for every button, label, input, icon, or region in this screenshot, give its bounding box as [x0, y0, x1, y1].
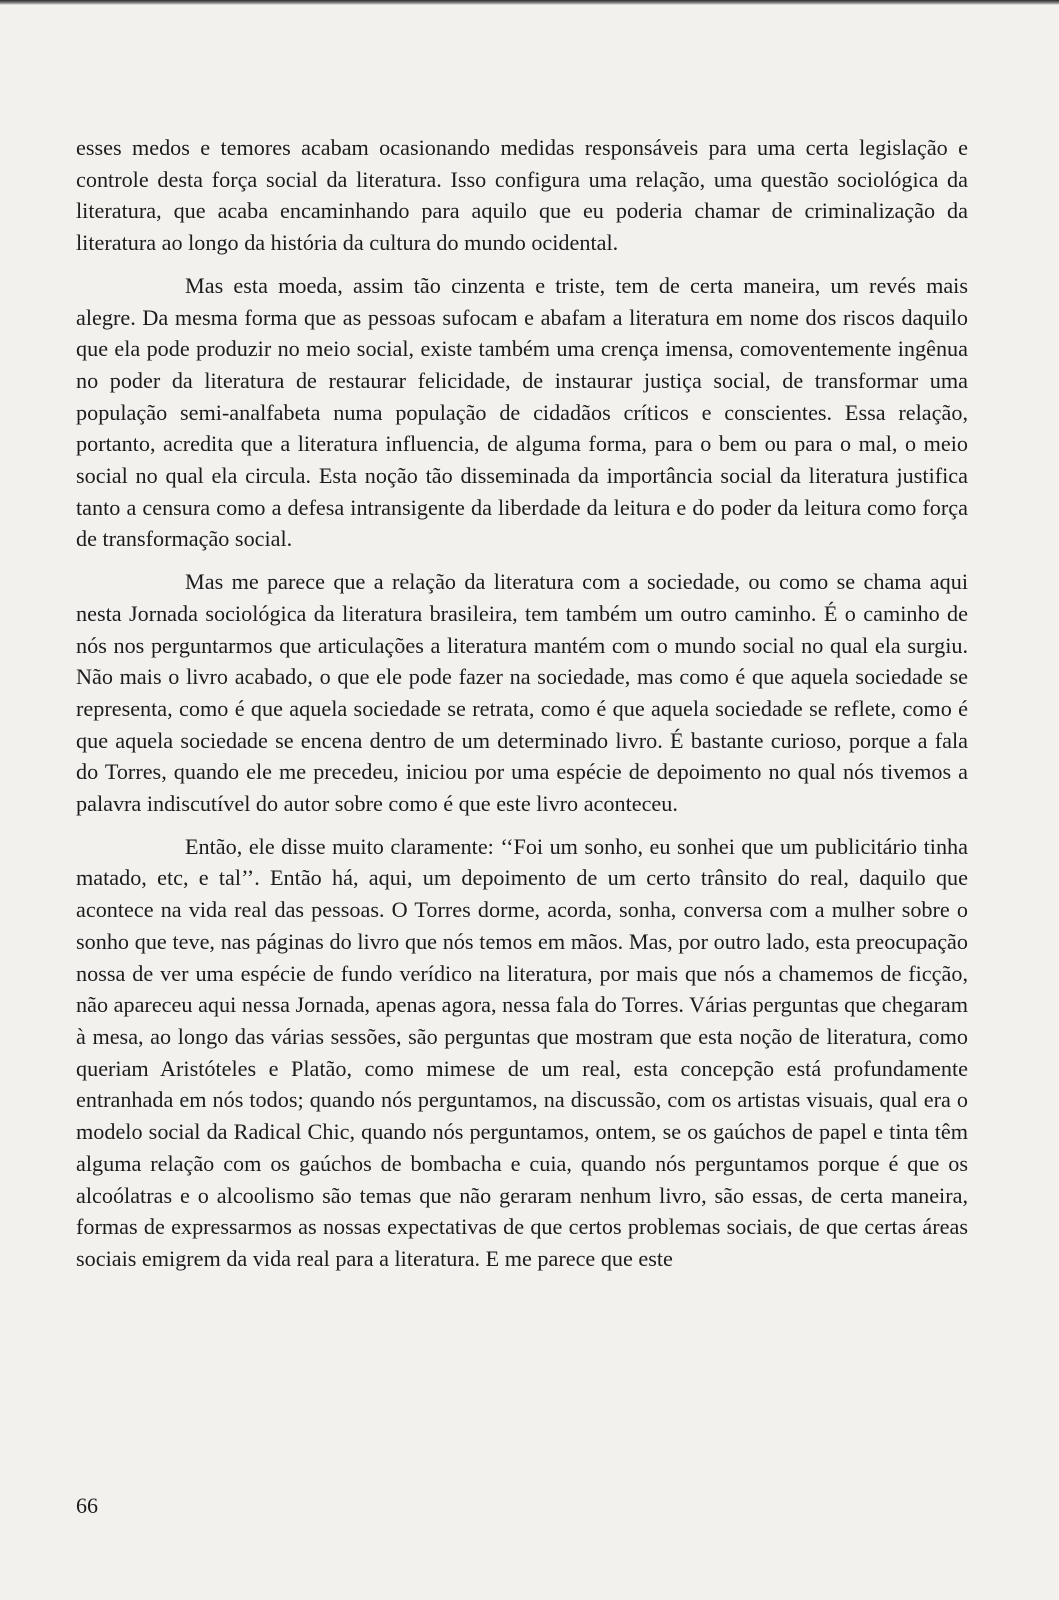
paragraph-2: Mas esta moeda, assim tão cinzenta e triste, tem de certa maneira, um revés mais alegre. Da mesma forma que as pessoas sufocam e abafam a literatura em nome dos riscos daquilo que ela pode produzir no meio social, existe também uma crença imensa, comoventemente ingênua no poder da literatura de restaurar felicidade, de instaurar justiça social, de transformar uma população semi-analfabeta numa população de cidadãos críticos e conscientes. Essa relação, portanto, acredita que a literatura influencia, de alguma forma, para o bem ou para o mal, o meio social no qual ela circula. Esta noção tão disseminada da importância social da literatura justifica tanto a censura como a defesa intransigente da liberdade da leitura e do poder da leitura como força de transformação social. [76, 272, 968, 552]
paragraph-4: Então, ele disse muito claramente: ‘‘Foi um sonho, eu sonhei que um publicitário tinha matado, etc, e tal’’. Então há, aqui, um depoimento de um certo trânsito do real, daquilo que acontece na vida real das pessoas. O Torres dorme, acorda, sonha, conversa com a mulher sobre o sonho que teve, nas páginas do livro que nós temos em mãos. Mas, por outro lado, esta preocupação nossa de ver uma espécie de fundo verídico na literatura, por mais que nós a chamemos de ficção, não apareceu aqui nessa Jornada, apenas agora, nessa fala do Torres. Várias perguntas que chegaram à mesa, ao longo das várias sessões, são perguntas que mostram que esta noção de literatura, como queriam Aristóteles e Platão, como mimese de um real, esta concepção está profundamente entranhada em nós todos; quando nós perguntamos, na discussão, com os artistas visuais, qual era o modelo social da Radical Chic, quando nós perguntamos, ontem, se os gaúchos de papel e tinta têm alguma relação com os gaúchos de bombacha e cuia, quando nós perguntamos porque é que os alcoólatras e o alcoolismo são temas que não geraram nenhum livro, são essas, de certa maneira, formas de expressarmos as nossas expectativas de que certos problemas sociais, de que certas áreas sociais emigrem da vida real para a literatura. E me parece que este [76, 833, 968, 1271]
body-text [76, 132, 968, 1275]
paragraph-1: esses medos e temores acabam ocasionando medidas responsáveis para uma certa legislação e controle desta força social da literatura. Isso configura uma relação, uma questão sociológica da literatura, que acaba encaminhando para aquilo que eu poderia chamar de criminalização da literatura ao longo da história da cultura do mundo ocidental. [76, 135, 968, 256]
page-top-edge [0, 0, 1059, 5]
paragraph-3: Mas me parece que a relação da literatura com a sociedade, ou como se chama aqui nesta Jornada sociológica da literatura brasileira, tem também um outro caminho. É o caminho de nós nos perguntarmos que articulações a literatura mantém com o mundo social no qual ela surgiu. Não mais o livro acabado, o que ele pode fazer na sociedade, mas como é que aquela sociedade se representa, como é que aquela sociedade se retrata, como é que aquela sociedade se reflete, como é que aquela sociedade se encena dentro de um determinado livro. É bastante curioso, porque a fala do Torres, quando ele me precedeu, iniciou por uma espécie de depoimento no qual nós tivemos a palavra indiscutível do autor sobre como é que este livro aconteceu. [76, 569, 968, 817]
page-number: 66 [76, 1493, 98, 1518]
